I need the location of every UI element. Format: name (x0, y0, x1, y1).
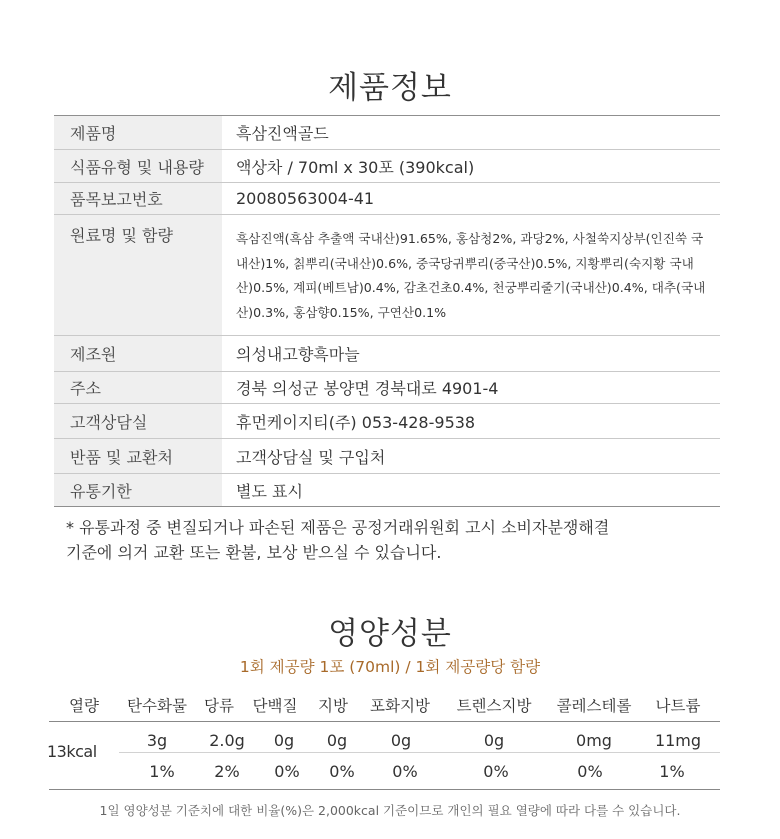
notice-line: * 유통과정 중 변질되거나 파손된 제품은 공정거래위원회 고시 소비자분쟁해결 (66, 518, 610, 537)
daily-value-footnote: 1일 영양성분 기준치에 대한 비율(%)은 2,000kcal 기준이므로 개인의 필요 열량에 따라 다를 수 있습니다. (99, 803, 681, 818)
info-value: 액상차 / 70ml x 30포 (390kcal) (236, 157, 475, 177)
info-value: 고객상담실 및 구입처 (236, 447, 386, 467)
info-value: 흑삼진액골드 (236, 124, 329, 143)
nutrient-header: 단백질 (252, 697, 298, 715)
nutrient-header: 탄수화물 (127, 697, 187, 715)
info-row-manufacturer (54, 336, 720, 372)
info-label: 식품유형 및 내용량 (54, 150, 222, 182)
divider (49, 721, 720, 722)
calorie-header: 열량 (69, 697, 99, 715)
nutrient-percent: 0% (392, 762, 418, 781)
notice-line: 기준에 의거 교환 또는 환불, 보상 받으실 수 있습니다. (66, 543, 442, 562)
info-row-customer-center (54, 404, 720, 439)
nutrient-amount: 2.0g (209, 731, 245, 750)
info-label: 제조원 (54, 336, 222, 371)
info-label: 제품명 (54, 116, 222, 149)
info-row-expiry (54, 474, 720, 506)
nutrient-header: 지방 (318, 697, 348, 715)
nutrient-percent: 1% (659, 762, 685, 781)
info-value: 별도 표시 (236, 481, 303, 501)
nutrient-amount: 0g (326, 731, 348, 750)
nutrient-percent: 0% (274, 762, 300, 781)
info-value: 휴먼케이지티(주) 053-428-9538 (236, 412, 476, 432)
info-label: 품목보고번호 (54, 183, 222, 214)
info-row-ingredients (54, 215, 720, 336)
info-row-food-type (54, 150, 720, 183)
product-info-table (54, 115, 720, 507)
info-label: 원료명 및 함량 (54, 215, 222, 335)
info-label: 고객상담실 (54, 404, 222, 438)
nutrient-header: 당류 (204, 697, 234, 715)
info-label: 주소 (54, 372, 222, 403)
product-info-title: 제품정보 (328, 70, 452, 106)
info-row-product-name (54, 116, 720, 150)
nutrient-header: 포화지방 (370, 697, 430, 715)
serving-size: 1회 제공량 1포 (70ml) / 1회 제공량당 함량 (239, 658, 541, 676)
divider (119, 752, 720, 753)
nutrient-percent: 0% (329, 762, 355, 781)
info-row-return (54, 439, 720, 474)
nutrition-table (49, 690, 720, 790)
info-label: 유통기한 (54, 474, 222, 506)
info-value: 20080563004-41 (236, 189, 375, 208)
nutrient-percent: 1% (149, 762, 175, 781)
info-value: 흑삼진액(흑삼 추출액 국내산)91.65%, 홍삼청2%, 과당2%, 사철쑥지상부(인진쑥 국내산)1%, 칡뿌리(국내산)0.6%, 중국당귀뿌리(중국산)0.5%, 지황뿌리(숙지황 국내산)0.5%, 계피(베트남)0.4%, 감초건초0.4%, 천궁뿌리줄기(국내산)0.4%, 대추(국내산)0.3%, 홍삼향0.15%, 구연산0.1% (236, 231, 706, 320)
nutrition-title: 영양성분 (328, 616, 452, 652)
nutrient-amount: 11mg (654, 731, 702, 750)
info-label: 반품 및 교환처 (54, 439, 222, 473)
nutrient-header: 나트륨 (655, 697, 701, 715)
info-value: 경북 의성군 봉양면 경북대로 4901-4 (236, 379, 499, 398)
nutrient-percent: 0% (483, 762, 509, 781)
divider (49, 789, 720, 790)
nutrient-percent: 0% (577, 762, 603, 781)
info-row-address (54, 372, 720, 404)
nutrient-header: 콜레스테롤 (556, 697, 632, 715)
nutrient-amount: 0g (483, 731, 505, 750)
nutrient-amount: 3g (146, 731, 168, 750)
nutrient-amount: 0g (390, 731, 412, 750)
calorie-value: 13kcal (47, 742, 97, 761)
nutrient-amount: 0g (273, 731, 295, 750)
info-row-report-number (54, 183, 720, 215)
nutrient-header: 트렌스지방 (456, 697, 532, 715)
nutrient-percent: 2% (214, 762, 240, 781)
info-value: 의성내고향흑마늘 (236, 345, 360, 364)
exchange-notice (66, 515, 609, 565)
nutrient-amount: 0mg (576, 731, 612, 750)
